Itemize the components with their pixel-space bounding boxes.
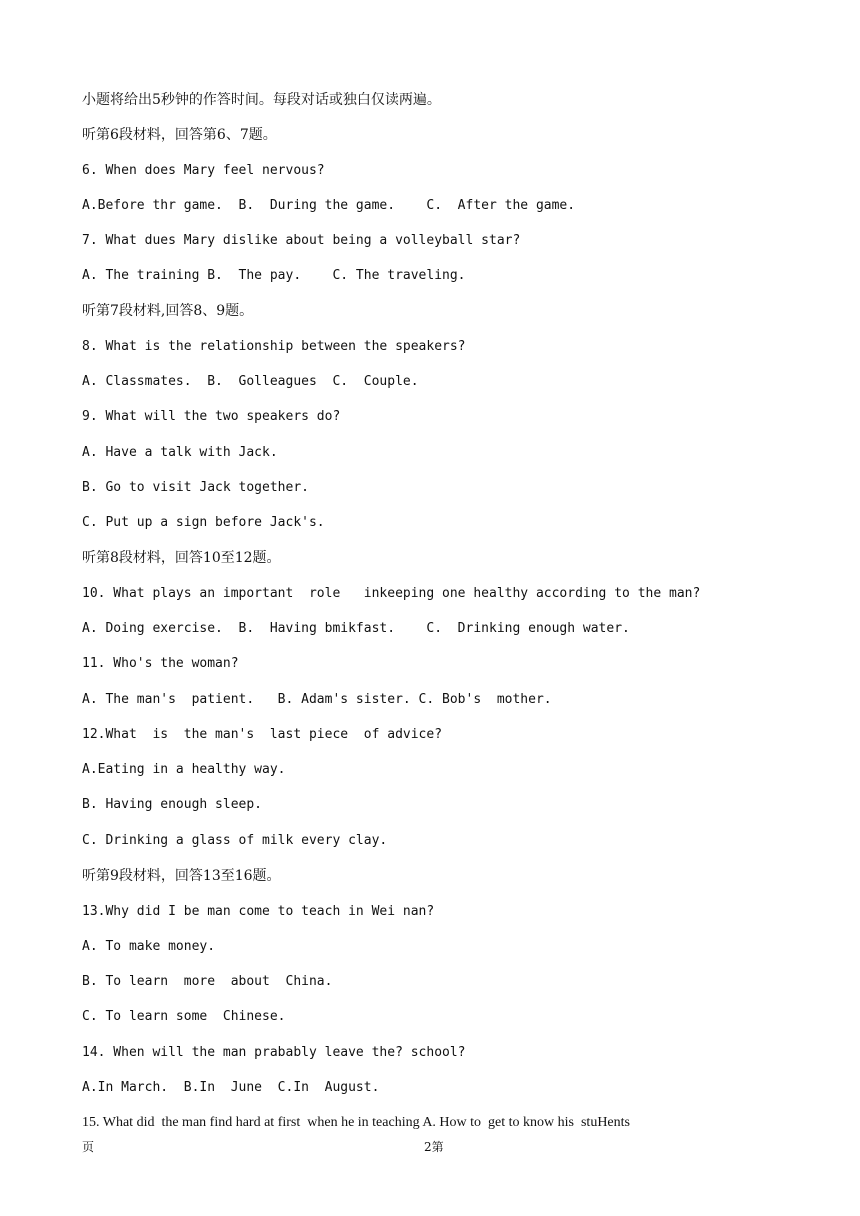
question-13-option-b: B. To learn more about China.	[82, 974, 333, 989]
question-7-options: A. The training B. The pay. C. The traveling.	[82, 268, 466, 283]
question-7: 7. What dues Mary dislike about being a volleyball star?	[82, 233, 521, 248]
question-10-options: A. Doing exercise. B. Having bmikfast. C. Drinking enough water.	[82, 621, 630, 636]
question-13-option-c: C. To learn some Chinese.	[82, 1009, 286, 1024]
question-12-option-c: C. Drinking a glass of milk every clay.	[82, 833, 388, 848]
section-heading-6: 听第6段材料，回答第6、7题。	[82, 127, 277, 143]
question-9-option-b: B. Go to visit Jack together.	[82, 480, 309, 495]
question-8-options: A. Classmates. B. Golleagues C. Couple.	[82, 374, 419, 389]
question-10: 10. What plays an important role inkeeping one healthy according to the man?	[82, 586, 701, 601]
section-heading-9: 听第9段材料，回答13至16题。	[82, 868, 281, 884]
question-9-option-a: A. Have a talk with Jack.	[82, 445, 278, 460]
question-12-option-b: B. Having enough sleep.	[82, 797, 263, 812]
question-12-option-a: A.Eating in a healthy way.	[82, 762, 286, 777]
question-12: 12.What is the man's last piece of advice?	[82, 727, 443, 742]
question-11-options: A. The man's patient. B. Adam's sister. C. Bob's mother.	[82, 692, 552, 707]
instruction-line: 小题将给出5秒钟的作答时间。每段对话或独白仅读两遍。	[82, 92, 441, 108]
footer-page-label: 页	[82, 1140, 95, 1154]
question-14: 14. When will the man prabably leave the? school?	[82, 1045, 466, 1060]
question-8: 8. What is the relationship between the speakers?	[82, 339, 466, 354]
question-14-options: A.In March. B.In June C.In August.	[82, 1080, 380, 1095]
question-6: 6. When does Mary feel nervous?	[82, 163, 325, 178]
question-13-option-a: A. To make money.	[82, 939, 216, 954]
question-13: 13.Why did I be man come to teach in Wei nan?	[82, 904, 435, 919]
question-9: 9. What will the two speakers do?	[82, 409, 341, 424]
section-heading-8: 听第8段材料，回答10至12题。	[82, 550, 281, 566]
question-9-option-c: C. Put up a sign before Jack's.	[82, 515, 325, 530]
question-15: 15. What did the man find hard at first when he in teaching A. How to get to know his stuHents	[82, 1115, 630, 1130]
question-6-options: A.Before thr game. B. During the game. C. After the game.	[82, 198, 576, 213]
section-heading-7: 听第7段材料,回答8、9题。	[82, 303, 254, 319]
footer-page-number: 2第	[424, 1140, 444, 1154]
question-11: 11. Who's the woman?	[82, 656, 239, 671]
